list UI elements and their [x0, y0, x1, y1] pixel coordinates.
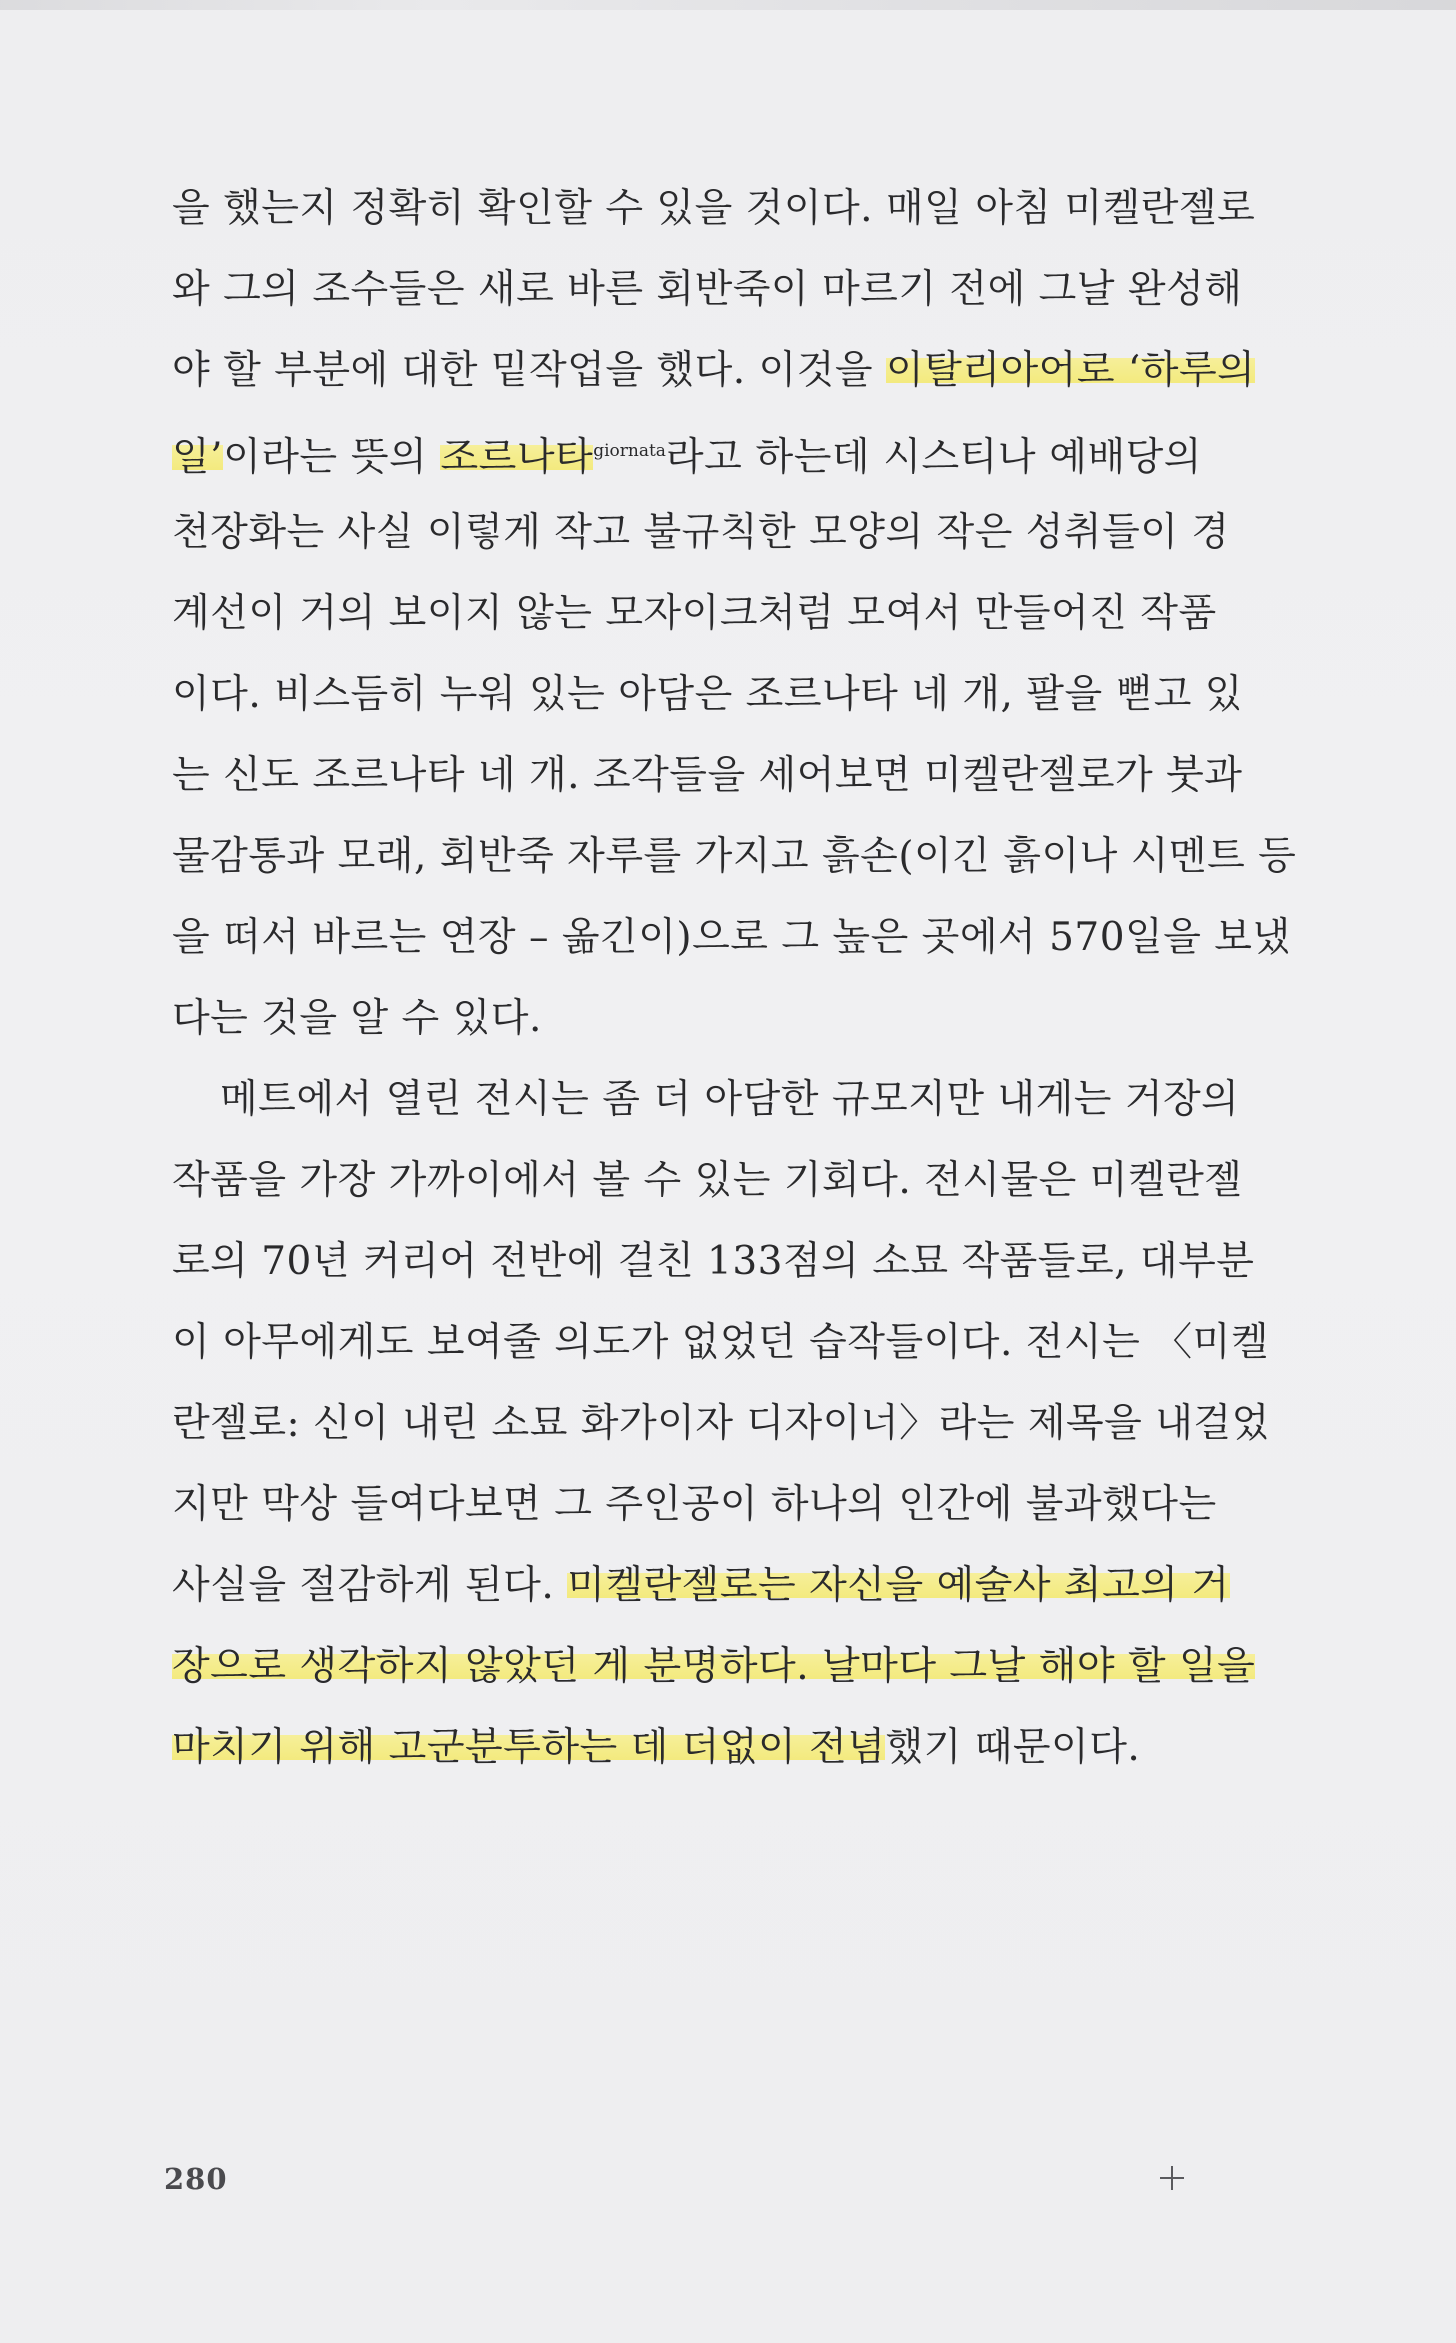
text-line	[172, 1059, 1240, 1140]
highlighted-text: 마치기 위해 고군분투하는 데 더없이 전념	[172, 1725, 886, 1770]
body-text	[172, 168, 1297, 1788]
text-line	[172, 654, 1243, 735]
original-term-superscript: giornata	[593, 441, 666, 461]
text-span: 이 아무에게도 보여줄 의도가 없었던 습작들이다. 전시는 〈미켈	[172, 1320, 1270, 1365]
text-span: 메트에서 열린 전시는 좀 더 아담한 규모지만 내게는 거장의	[220, 1077, 1240, 1122]
text-line	[172, 1302, 1270, 1383]
text-span: 라고 하는데 시스티나 예배당의	[665, 435, 1202, 480]
text-span: 와 그의 조수들은 새로 바른 회반죽이 마르기 전에 그날 완성해	[172, 267, 1243, 312]
text-span: 을 떠서 바르는 연장 – 옮긴이)으로 그 높은 곳에서 570일을 보냈	[172, 915, 1291, 960]
text-line	[172, 573, 1217, 654]
text-span: 다는 것을 알 수 있다.	[172, 996, 542, 1041]
text-span: 로의 70년 커리어 전반에 걸친 133점의 소묘 작품들로, 대부분	[172, 1239, 1255, 1284]
crosshair-icon	[1160, 2166, 1184, 2190]
text-span: 작품을 가장 가까이에서 볼 수 있는 기회다. 전시물은 미켈란젤	[172, 1158, 1243, 1203]
text-span: 물감통과 모래, 회반죽 자루를 가지고 흙손(이긴 흙이나 시멘트 등	[172, 834, 1297, 879]
text-span: 이다. 비스듬히 누워 있는 아담은 조르나타 네 개, 팔을 뻗고 있	[172, 672, 1243, 717]
text-line	[172, 1140, 1243, 1221]
text-line	[172, 1707, 1202, 1788]
text-line	[172, 492, 1230, 573]
page-top-edge	[0, 0, 1456, 10]
text-span: 란젤로: 신이 내린 소묘 화가이자 디자이너〉라는 제목을 내걸었	[172, 1401, 1270, 1446]
text-span: 는 신도 조르나타 네 개. 조각들을 세어보면 미켈란젤로가 붓과	[172, 753, 1243, 798]
text-span: 했기 때문이다.	[885, 1725, 1141, 1770]
text-span: 이라는 뜻의	[223, 435, 441, 480]
highlighted-text: 조르나타	[440, 435, 594, 480]
text-span: 천장화는 사실 이렇게 작고 불규칙한 모양의 작은 성취들이 경	[172, 510, 1230, 555]
text-span: 지만 막상 들여다보면 그 주인공이 하나의 인간에 불과했다는	[172, 1482, 1217, 1527]
text-line	[172, 1464, 1217, 1545]
text-line	[172, 1626, 1256, 1707]
text-line	[172, 816, 1297, 897]
text-line	[172, 330, 1256, 411]
highlighted-text: 미켈란젤로는 자신을 예술사 최고의 거	[567, 1563, 1230, 1608]
text-line	[172, 1383, 1270, 1464]
highlighted-text: 일’	[172, 435, 224, 480]
text-line	[172, 249, 1243, 330]
text-line	[172, 411, 1202, 492]
text-span: 사실을 절감하게 된다.	[172, 1563, 568, 1608]
highlighted-text: 장으로 생각하지 않았던 게 분명하다. 날마다 그날 해야 할 일을	[172, 1644, 1256, 1689]
text-span: 계선이 거의 보이지 않는 모자이크처럼 모여서 만들어진 작품	[172, 591, 1217, 636]
page-number: 280	[164, 2162, 228, 2196]
text-line	[172, 735, 1243, 816]
text-line	[172, 1545, 1230, 1626]
text-line	[172, 897, 1291, 978]
text-span: 야 할 부분에 대한 밑작업을 했다. 이것을	[172, 348, 886, 393]
text-line	[172, 1221, 1255, 1302]
highlighted-text: 이탈리아어로 ‘하루의	[885, 348, 1256, 393]
text-span: 을 했는지 정확히 확인할 수 있을 것이다. 매일 아침 미켈란젤로	[172, 186, 1256, 231]
text-line	[172, 168, 1256, 249]
text-line	[172, 978, 1202, 1059]
